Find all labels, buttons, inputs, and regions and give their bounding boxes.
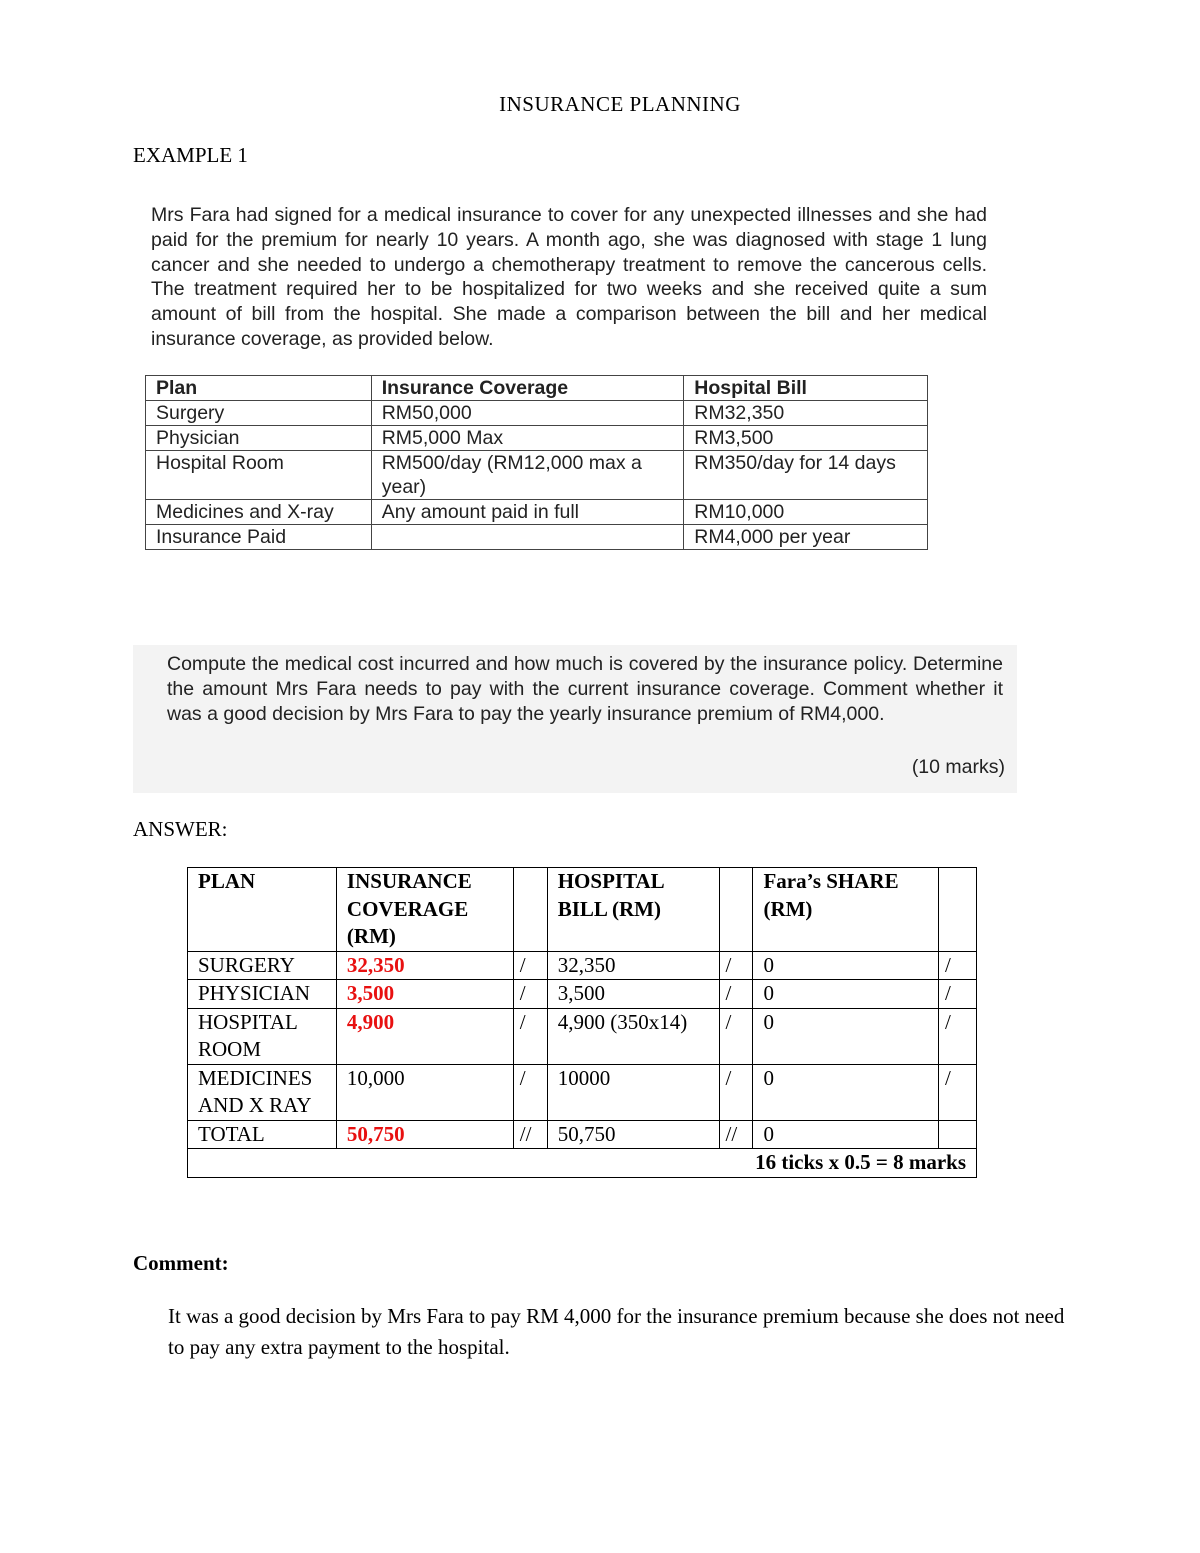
cell-coverage: 10,000	[336, 1064, 513, 1120]
cell-plan: PHYSICIAN	[188, 980, 337, 1009]
tick-mark: /	[513, 1008, 547, 1064]
cell-coverage	[371, 525, 684, 550]
header-coverage: INSURANCE COVERAGE (RM)	[336, 868, 513, 952]
cell-bill: RM10,000	[684, 500, 928, 525]
table-row	[146, 500, 928, 525]
cell-bill: 32,350	[547, 951, 719, 980]
cell-coverage: 4,900	[336, 1008, 513, 1064]
cell-plan: Physician	[146, 426, 372, 451]
cell-plan: Surgery	[146, 401, 372, 426]
header-share: Fara’s SHARE (RM)	[753, 868, 939, 952]
header-bill: Hospital Bill	[684, 376, 928, 401]
problem-statement: Mrs Fara had signed for a medical insurance to cover for any unexpected illnesses and she had paid for the premium for nearly 10 years. A month ago, she was diagnosed with stage 1 lung cancer and she needed to undergo a chemotherapy treatment to remove the cancerous cells. The treatment required her to be hospitalized for two weeks and she received quite a sum amount of bill from the hospital. She made a comparison between the bill and her medical insurance coverage, as provided below.	[151, 204, 987, 350]
tick-mark: /	[939, 980, 977, 1009]
cell-plan: TOTAL	[188, 1120, 337, 1149]
marks-summary-row	[188, 1149, 977, 1178]
question-marks: (10 marks)	[911, 756, 1005, 778]
cell-coverage: Any amount paid in full	[371, 500, 684, 525]
cell-share: 0	[753, 1064, 939, 1120]
tick-mark: /	[939, 1008, 977, 1064]
tick-mark	[939, 1120, 977, 1149]
coverage-comparison-table	[145, 375, 928, 550]
answer-table	[187, 867, 977, 1178]
total-row	[188, 1120, 977, 1149]
cell-plan: MEDICINES AND X RAY	[188, 1064, 337, 1120]
tick-mark: /	[719, 951, 753, 980]
header-plan: PLAN	[188, 868, 337, 952]
cell-share: 0	[753, 1120, 939, 1149]
question-box	[133, 645, 1017, 793]
header-plan: Plan	[146, 376, 372, 401]
cell-coverage: RM5,000 Max	[371, 426, 684, 451]
cell-share: 0	[753, 1008, 939, 1064]
tick-mark: //	[719, 1120, 753, 1149]
cell-bill: 10000	[547, 1064, 719, 1120]
cell-coverage: RM500/day (RM12,000 max a year)	[371, 451, 684, 500]
tick-mark: /	[513, 951, 547, 980]
table-row	[146, 451, 928, 500]
cell-coverage: 32,350	[336, 951, 513, 980]
cell-bill: RM4,000 per year	[684, 525, 928, 550]
table-row	[146, 426, 928, 451]
cell-plan: SURGERY	[188, 951, 337, 980]
table-row	[188, 951, 977, 980]
table-row	[146, 401, 928, 426]
tick-mark: /	[719, 980, 753, 1009]
comment-label: Comment:	[133, 1251, 229, 1275]
page-title: INSURANCE PLANNING	[499, 92, 741, 116]
tick-mark: /	[939, 1064, 977, 1120]
question-text: Compute the medical cost incurred and how much is covered by the insurance policy. Determine the amount Mrs Fara needs to pay with the current insurance coverage. Comment whether it was a good decision by Mrs Fara to pay the yearly insurance premium of RM4,000.	[167, 653, 1003, 725]
table-row	[146, 525, 928, 550]
cell-bill: 4,900 (350x14)	[547, 1008, 719, 1064]
cell-share: 0	[753, 951, 939, 980]
cell-bill: 3,500	[547, 980, 719, 1009]
header-bill: HOSPITAL BILL (RM)	[547, 868, 719, 952]
table-header-row	[146, 376, 928, 401]
comment-text: It was a good decision by Mrs Fara to pay RM 4,000 for the insurance premium because she does not need to pay any extra payment to the hospital.	[168, 1304, 1065, 1359]
table-row	[188, 980, 977, 1009]
tick-mark: /	[939, 951, 977, 980]
tick-mark: /	[719, 1008, 753, 1064]
cell-coverage: 3,500	[336, 980, 513, 1009]
marks-summary: 16 ticks x 0.5 = 8 marks	[188, 1149, 977, 1178]
tick-mark: /	[719, 1064, 753, 1120]
tick-mark: //	[513, 1120, 547, 1149]
cell-plan: Medicines and X-ray	[146, 500, 372, 525]
answer-header-row	[188, 868, 977, 952]
tick-mark: /	[513, 980, 547, 1009]
cell-coverage: 50,750	[336, 1120, 513, 1149]
header-coverage: Insurance Coverage	[371, 376, 684, 401]
table-row	[188, 1008, 977, 1064]
tick-mark: /	[513, 1064, 547, 1120]
table-row	[188, 1064, 977, 1120]
cell-bill: RM32,350	[684, 401, 928, 426]
cell-bill: RM3,500	[684, 426, 928, 451]
cell-plan: HOSPITAL ROOM	[188, 1008, 337, 1064]
cell-share: 0	[753, 980, 939, 1009]
cell-plan: Insurance Paid	[146, 525, 372, 550]
answer-label: ANSWER:	[133, 817, 228, 841]
cell-coverage: RM50,000	[371, 401, 684, 426]
cell-bill: 50,750	[547, 1120, 719, 1149]
cell-plan: Hospital Room	[146, 451, 372, 500]
example-label: EXAMPLE 1	[133, 143, 248, 167]
cell-bill: RM350/day for 14 days	[684, 451, 928, 500]
